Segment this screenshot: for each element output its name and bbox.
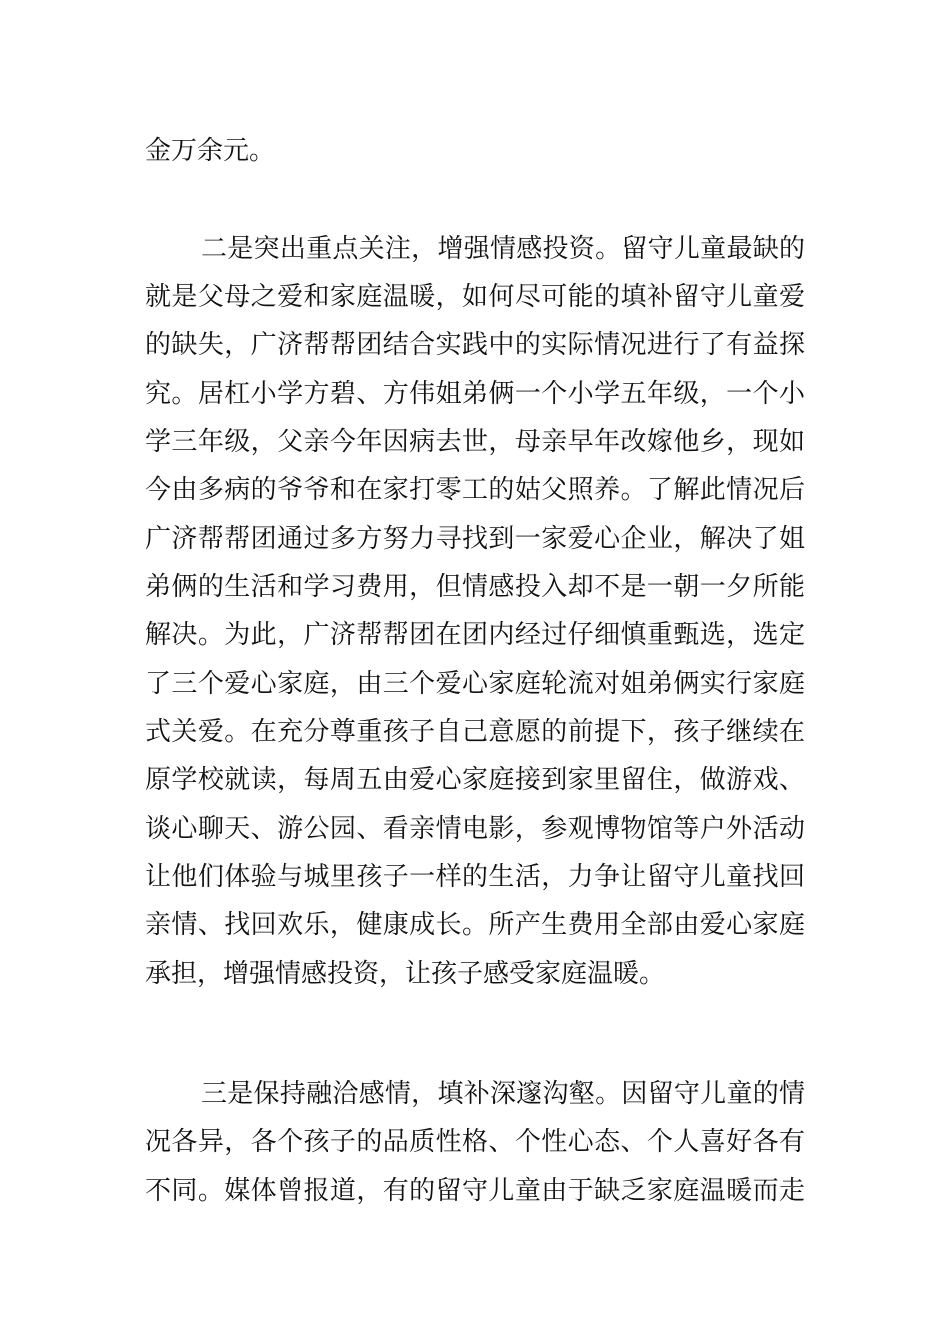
paragraph-1-line-1: 金万余元。 [145, 136, 276, 166]
paragraph-2-line-3: 的缺失，广济帮帮团结合实践中的实际情况进行了有益探 [145, 330, 805, 360]
paragraph-2-line-1: 二是突出重点关注，增强情感投资。留守儿童最缺的 [201, 234, 805, 264]
paragraph-2-line-10: 了三个爱心家庭，由三个爱心家庭轮流对姐弟俩实行家庭 [145, 669, 805, 699]
paragraph-2-line-8: 弟俩的生活和学习费用，但情感投入却不是一朝一夕所能 [145, 572, 805, 602]
paragraph-3-line-2: 况各异，各个孩子的品质性格、个性心态、个人喜好各有 [145, 1127, 805, 1157]
paragraph-2-line-9: 解决。为此，广济帮帮团在团内经过仔细慎重甄选，选定 [145, 620, 805, 650]
paragraph-3-line-3: 不同。媒体曾报道，有的留守儿童由于缺乏家庭温暖而走 [145, 1176, 805, 1206]
paragraph-2-line-2: 就是父母之爱和家庭温暖，如何尽可能的填补留守儿童爱 [145, 282, 805, 312]
paragraph-2-line-11: 式关爱。在充分尊重孩子自己意愿的前提下，孩子继续在 [145, 717, 805, 747]
paragraph-2-line-5: 学三年级，父亲今年因病去世，母亲早年改嫁他乡，现如 [145, 427, 805, 457]
paragraph-2-line-16: 承担，增强情感投资，让孩子感受家庭温暖。 [145, 959, 666, 989]
paragraph-2-line-7: 广济帮帮团通过多方努力寻找到一家爱心企业，解决了姐 [145, 524, 805, 554]
paragraph-2-line-15: 亲情、找回欢乐，健康成长。所产生费用全部由爱心家庭 [145, 910, 805, 940]
paragraph-2-line-14: 让他们体验与城里孩子一样的生活，力争让留守儿童找回 [145, 862, 805, 892]
paragraph-2-line-6: 今由多病的爷爷和在家打零工的姑父照养。了解此情况后 [145, 475, 805, 505]
paragraph-2-line-13: 谈心聊天、游公园、看亲情电影，参观博物馆等户外活动 [145, 814, 805, 844]
paragraph-2-line-12: 原学校就读，每周五由爱心家庭接到家里留住，做游戏、 [145, 765, 805, 795]
paragraph-2-line-4: 究。居杠小学方碧、方伟姐弟俩一个小学五年级，一个小 [145, 379, 805, 409]
paragraph-3-line-1: 三是保持融洽感情，填补深邃沟壑。因留守儿童的情 [201, 1079, 805, 1109]
